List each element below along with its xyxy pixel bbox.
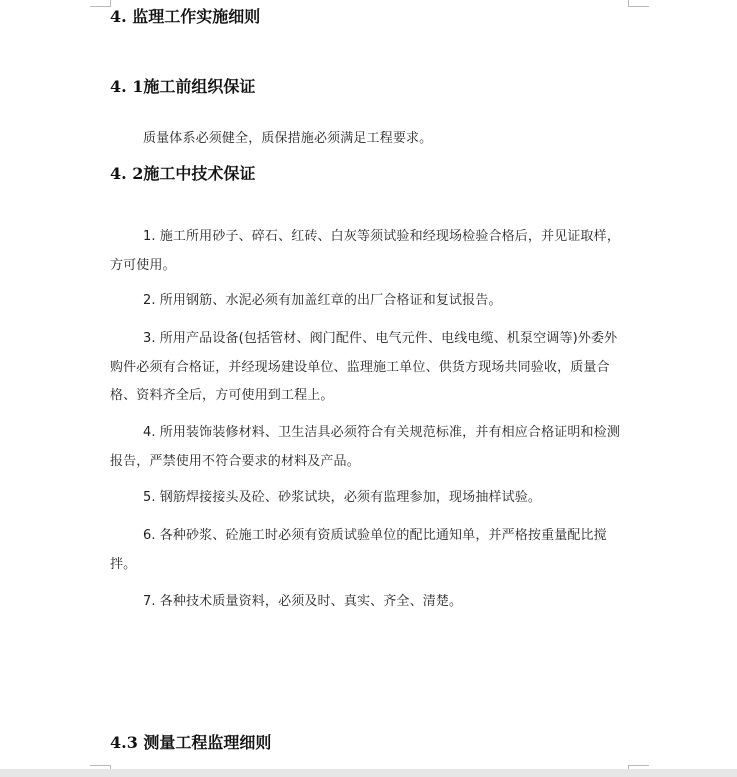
list-item-text: 所用钢筋、水泥必须有加盖红章的出厂合格证和复试报告。 (159, 293, 502, 308)
list-item-number: 6. (143, 528, 156, 543)
list-item-text: 所用装饰装修材料、卫生洁具必须符合有关规范标准，并有相应合格证明和检测报告，严禁使用不符合要求的材料及产品。 (110, 425, 620, 469)
crop-mark-top-left (90, 0, 111, 7)
list-item-number: 1. (143, 229, 156, 244)
list-item-number: 2. (143, 293, 156, 308)
list-item-text: 所用产品设备(包括管材、阀门配件、电气元件、电线电缆、机泵空调等)外委外购件必须有合格证，并经现场建设单位、监理施工单位、供货方现场共同验收，质量合格、资料齐全后，方可使用到工程上。 (110, 331, 618, 403)
list-item-7 (110, 588, 630, 617)
page-gap (0, 769, 737, 777)
list-item-1 (110, 223, 630, 280)
list-item-6 (110, 522, 630, 579)
subsection-2-title: 4. 2施工中技术保证 (110, 164, 256, 183)
list-item-5 (110, 484, 630, 513)
list-item-text: 各种砂浆、砼施工时必须有资质试验单位的配比通知单，并严格按重量配比搅拌。 (110, 528, 607, 572)
list-item-number: 4. (143, 425, 156, 440)
list-item-2 (110, 287, 630, 316)
list-item-4 (110, 419, 630, 476)
subsection-1-title: 4. 1施工前组织保证 (110, 77, 256, 96)
subsection-3-title: 4.3 测量工程监理细则 (110, 733, 272, 752)
list-item-text: 施工所用砂子、碎石、红砖、白灰等须试验和经现场检验合格后，并见证取样，方可使用。 (110, 229, 620, 273)
crop-mark-top-right (628, 0, 649, 7)
list-item-text: 各种技术质量资料，必须及时、真实、齐全、清楚。 (159, 594, 463, 609)
list-item-text: 钢筋焊接接头及砼、砂浆试块，必须有监理参加，现场抽样试验。 (159, 490, 542, 505)
subsection-1-paragraph: 质量体系必须健全，质保措施必须满足工程要求。 (143, 131, 433, 146)
section-title: 4. 监理工作实施细则 (110, 7, 261, 26)
list-item-number: 5. (143, 490, 156, 505)
list-item-number: 3. (143, 331, 156, 346)
list-item-number: 7. (143, 594, 156, 609)
list-item-3 (110, 325, 630, 411)
